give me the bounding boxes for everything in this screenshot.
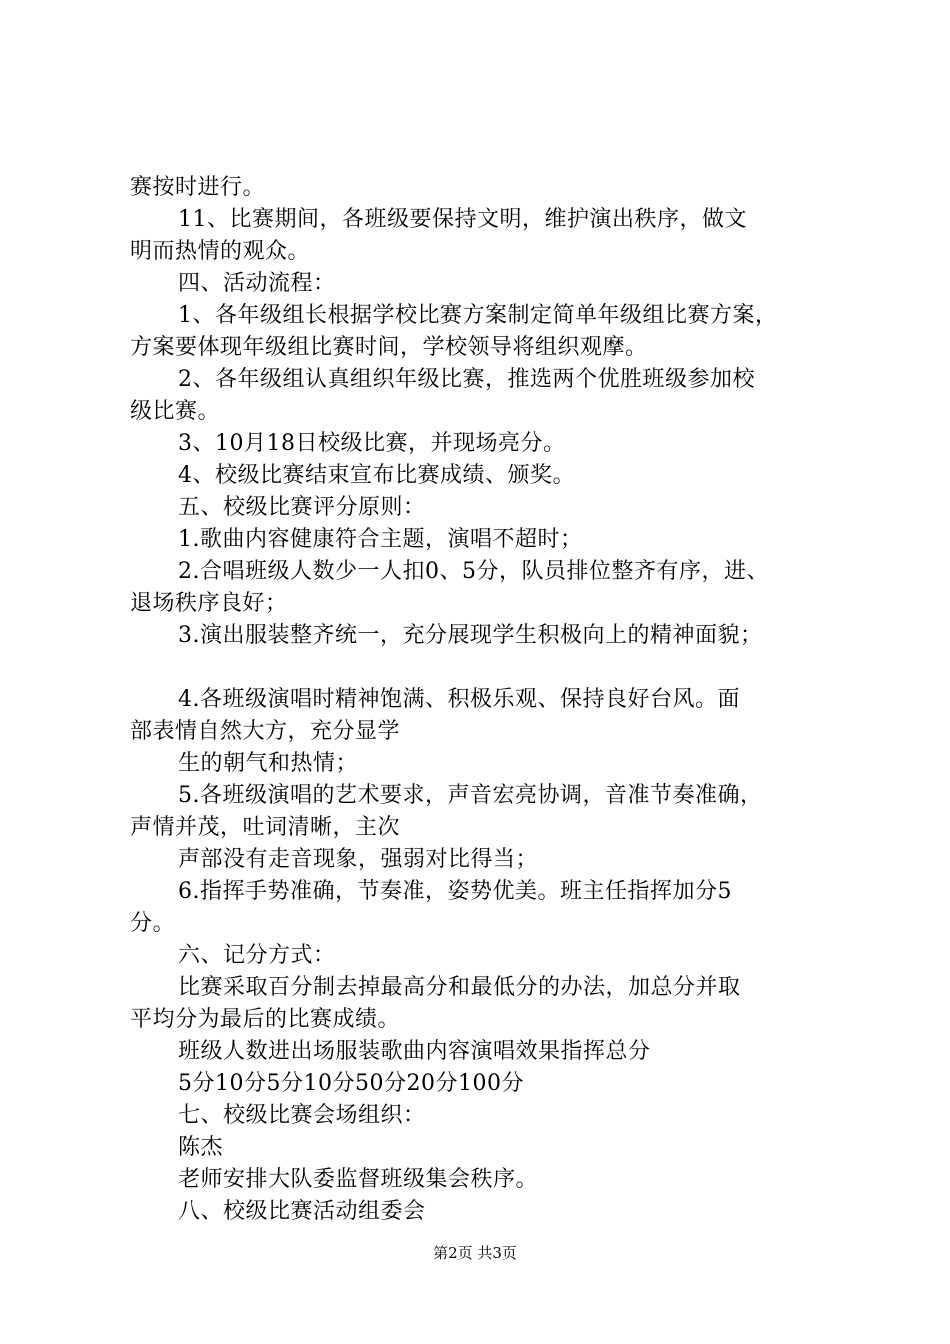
text-line: 3、10月18日校级比赛，并现场亮分。 <box>178 431 566 456</box>
text-line: 陈杰 <box>178 1135 224 1160</box>
text-line: 级比赛。 <box>130 399 221 424</box>
section-heading: 八、校级比赛活动组委会 <box>178 1199 426 1224</box>
score-table-header: 班级人数进出场服装歌曲内容演唱效果指挥总分 <box>178 1039 651 1064</box>
text-line: 2.合唱班级人数少一人扣0、5分，队员排位整齐有序，进、 <box>178 559 769 584</box>
text-line: 1、各年级组长根据学校比赛方案制定简单年级组比赛方案， <box>178 303 778 328</box>
section-heading: 五、校级比赛评分原则： <box>178 495 426 520</box>
text-line: 5.各班级演唱的艺术要求，声音宏亮协调，音准节奏准确， <box>178 783 763 808</box>
text-line: 明而热情的观众。 <box>130 239 311 264</box>
text-line: 分。 <box>130 911 176 936</box>
text-line: 声部没有走音现象，强弱对比得当； <box>178 847 539 872</box>
text-line: 6.指挥手势准确，节奏准，姿势优美。班主任指挥加分5 <box>178 879 732 904</box>
text-line: 部表情自然大方，充分显学 <box>130 719 401 744</box>
text-line: 11、比赛期间，各班级要保持文明，维护演出秩序，做文 <box>178 207 747 232</box>
text-line: 3.演出服装整齐统一，充分展现学生积极向上的精神面貌； <box>178 623 763 648</box>
text-line: 老师安排大队委监督班级集会秩序。 <box>178 1167 539 1192</box>
text-line: 赛按时进行。 <box>130 175 266 200</box>
section-heading: 四、活动流程： <box>178 271 336 296</box>
blank-line <box>130 652 835 684</box>
document-body <box>130 172 835 1228</box>
text-line: 声情并茂，吐词清晰，主次 <box>130 815 401 840</box>
text-line: 4.各班级演唱时精神饱满、积极乐观、保持良好台风。面 <box>178 687 740 712</box>
section-heading: 七、校级比赛会场组织： <box>178 1103 426 1128</box>
page-number-footer: 第2页 共3页 <box>433 1244 517 1262</box>
section-heading: 六、记分方式： <box>178 943 336 968</box>
text-line: 方案要体现年级组比赛时间，学校领导将组织观摩。 <box>130 335 648 360</box>
text-line: 比赛采取百分制去掉最高分和最低分的办法，加总分并取 <box>178 975 741 1000</box>
score-table-values: 5分10分5分10分50分20分100分 <box>178 1071 524 1096</box>
text-line: 生的朝气和热情； <box>178 751 359 776</box>
text-line: 平均分为最后的比赛成绩。 <box>130 1007 401 1032</box>
text-line: 退场秩序良好； <box>130 591 288 616</box>
text-line: 1.歌曲内容健康符合主题，演唱不超时； <box>178 527 583 552</box>
text-line: 4、校级比赛结束宣布比赛成绩、颁奖。 <box>178 463 575 488</box>
text-line: 2、各年级组认真组织年级比赛，推选两个优胜班级参加校 <box>178 367 755 392</box>
